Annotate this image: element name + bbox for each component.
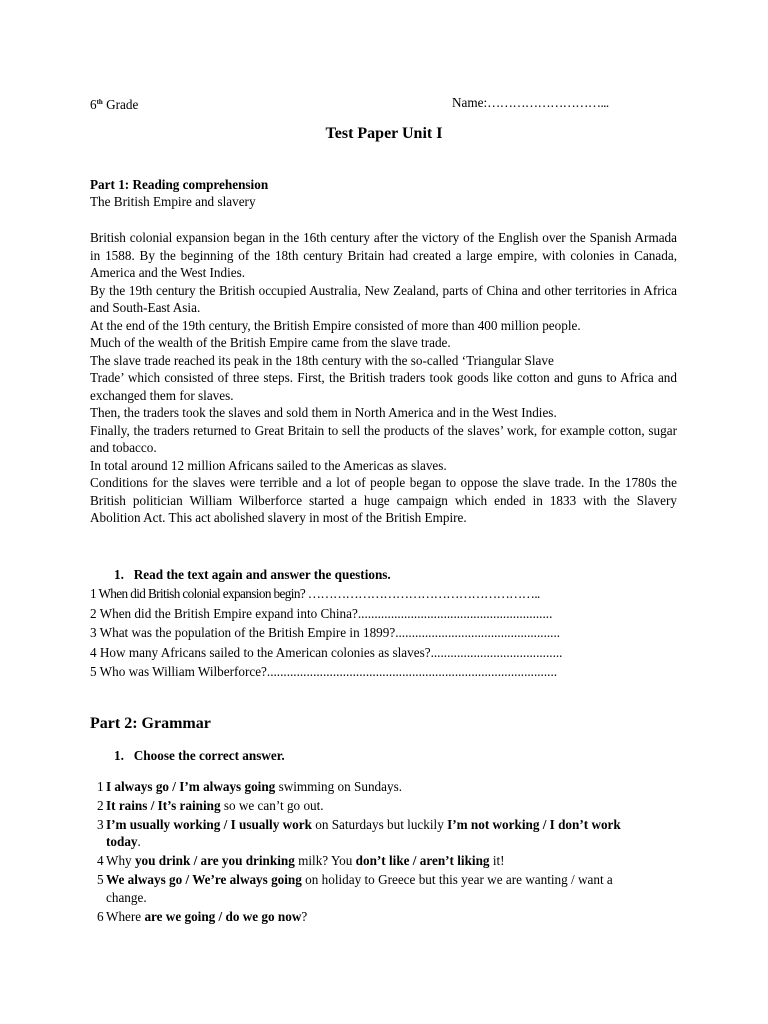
question-item: 5 Who was William Wilberforce?........................................................................................ — [90, 664, 558, 679]
answer-options: you drink / are you drinking — [134, 853, 295, 869]
grammar-item: 1 I always go / I’m always going swimming on Sundays. — [97, 779, 403, 794]
passage-paragraph: In total around 12 million Africans sailed to the Americas as slaves. — [90, 457, 447, 473]
answer-options: We always go / We’re always going — [106, 871, 302, 887]
name-label: Name: — [452, 95, 488, 110]
passage-paragraph: By the 19th century the British occupied Australia, New Zealand, parts of China and other territories in Africa and South-East Asia. — [90, 282, 677, 315]
answer-options: I always go / I’m always going — [106, 779, 276, 794]
passage-paragraph: Then, the traders took the slaves and sold them in North America and in the West Indies. — [90, 405, 557, 420]
grammar-items — [90, 778, 690, 925]
task-text: Read the text again and answer the questions. — [133, 567, 391, 582]
grade-number: 6 — [90, 97, 97, 112]
question-item: 3 What was the population of the British Empire in 1899?.................................................. — [90, 625, 561, 640]
grade-label — [90, 94, 138, 114]
grammar-item: 6 Where are we going / do we go now? — [97, 908, 308, 924]
question-item: 2 When did the British Empire expand into China?........................................................... — [90, 605, 553, 621]
grammar-item: 3 I’m usually working / I usually work on Saturdays but luckily I’m not working / I don’t work today. — [97, 816, 621, 850]
passage-paragraph: The slave trade reached its peak in the 18th century with the so-called ‘Triangular Slave — [90, 352, 554, 368]
passage-paragraph: British colonial expansion began in the 16th century after the victory of the English over the Spanish Armada in 1588. By the beginning of the 18th century Britain had created a large empire, with colonies in Canada, America and the West Indies. — [90, 230, 677, 280]
passage-paragraph: At the end of the 19th century, the British Empire consisted of more than 400 million people. — [90, 317, 581, 333]
answer-options: I’m not working / I don’t work — [447, 816, 621, 832]
answer-options: are we going / do we go now — [144, 908, 302, 924]
grade-superscript: th — [96, 98, 103, 106]
question-list — [90, 584, 638, 682]
part2-task — [114, 747, 285, 765]
passage — [90, 229, 677, 527]
name-blank: ………………………... — [487, 95, 609, 110]
task-number: 1. — [114, 567, 124, 582]
answer-options: I’m usually working / I usually work — [106, 816, 312, 832]
grammar-item: 2 It rains / It’s raining so we can’t go out. — [97, 797, 324, 813]
task-text: Choose the correct answer. — [133, 748, 285, 763]
question-item: 4 How many Africans sailed to the American colonies as slaves?........................................ — [90, 644, 563, 660]
answer-options: It rains / It’s raining — [106, 797, 221, 813]
passage-paragraph: Much of the wealth of the British Empire came from the slave trade. — [90, 335, 451, 350]
part1-heading: Part 1: Reading comprehension — [90, 177, 269, 192]
passage-paragraph: Trade’ which consisted of three steps. First, the British traders took goods like cotton and guns to Africa and exchanged them for slaves. — [90, 370, 677, 403]
page-title: Test Paper Unit I — [325, 125, 443, 142]
grade-text: Grade — [106, 97, 139, 112]
grammar-item: 5 We always go / We’re always going on holiday to Greece but this year we are wanting / want a change. — [97, 871, 613, 905]
part2-heading: Part 2: Grammar — [90, 715, 211, 732]
passage-title: The British Empire and slavery — [90, 194, 256, 209]
name-field — [452, 94, 609, 112]
passage-paragraph: Conditions for the slaves were terrible and a lot of people began to oppose the slave trade. In the 1780s the British politician William Wilberforce started a huge campaign which ended in 1833 with the Slavery Abolition Act. This act abolished slavery in most of the British Empire. — [90, 475, 677, 525]
part1-task — [114, 566, 391, 584]
answer-options: don’t like / aren’t liking — [355, 853, 490, 869]
passage-paragraph: Finally, the traders returned to Great Britain to sell the products of the slaves’ work, for example cotton, sugar and tobacco. — [90, 422, 677, 455]
task-number: 1. — [114, 748, 124, 763]
grammar-item: 4 Why you drink / are you drinking milk? You don’t like / aren’t liking it! — [97, 853, 505, 869]
question-item: 1 When did British colonial expansion begin? ……………………………………………….. — [90, 586, 540, 601]
